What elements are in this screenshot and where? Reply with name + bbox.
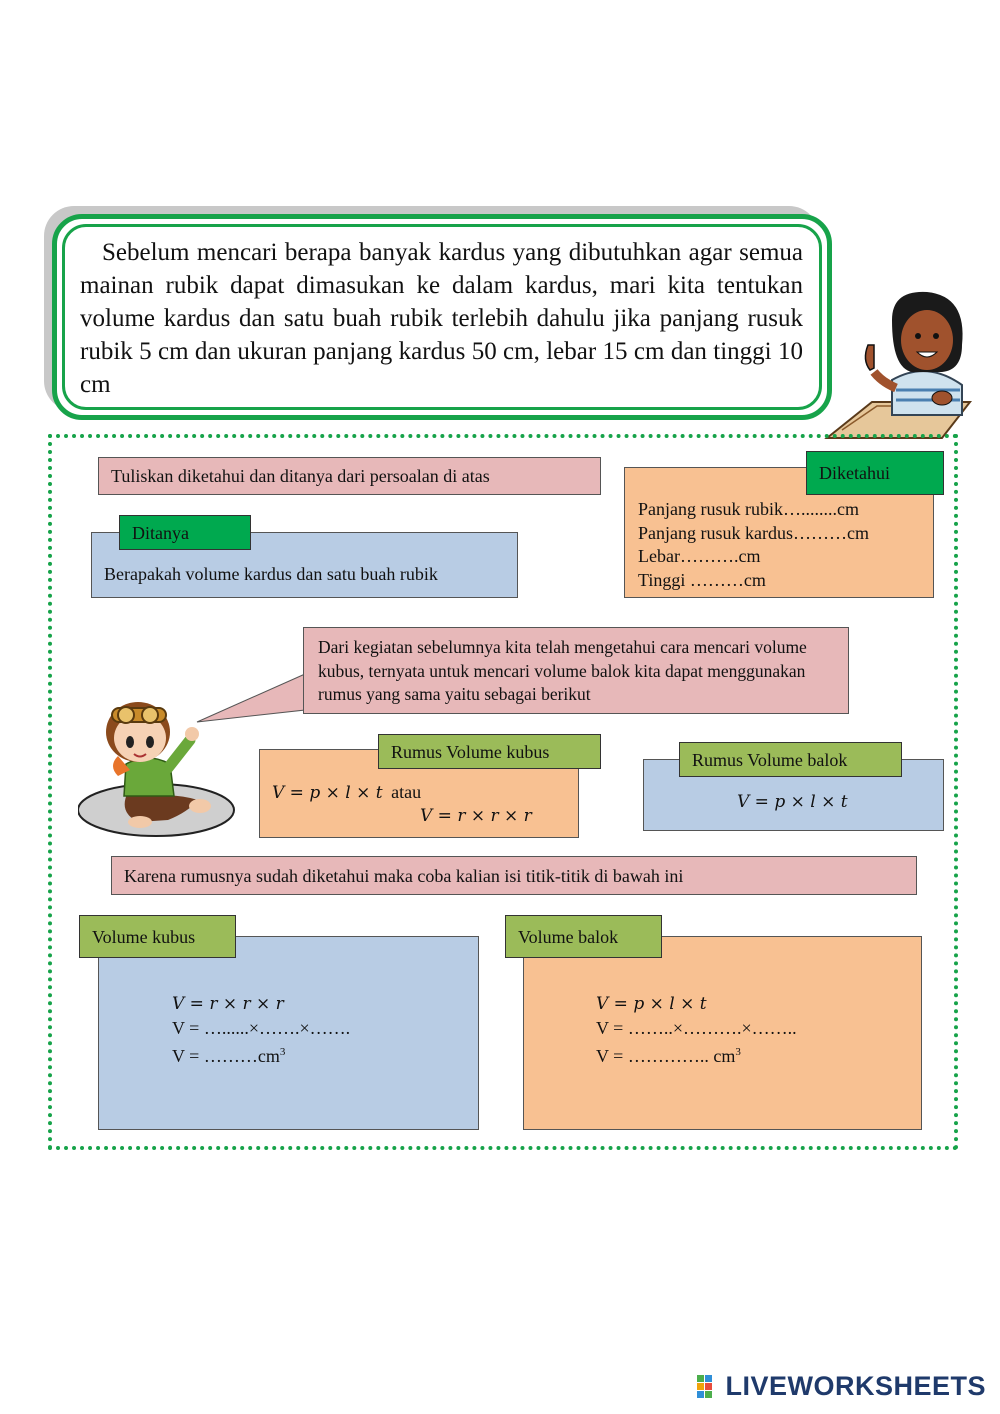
diketahui-line[interactable]: Panjang rusuk rubik…........cm — [638, 499, 859, 519]
volume-balok-label-text: Volume balok — [518, 926, 619, 947]
teacher-illustration — [822, 290, 972, 440]
fill-instruction-text: Karena rumusnya sudah diketahui maka coba kalian isi titik-titik di bawah ini — [124, 865, 684, 886]
diketahui-line[interactable]: Lebar……….cm — [638, 546, 761, 566]
volume-kubus-label-text: Volume kubus — [92, 926, 196, 947]
speech-text: Dari kegiatan sebelumnya kita telah mengetahui cara mencari volume kubus, ternyata untuk mencari volume balok kita dapat menggunakan rumus yang sama yaitu sebagai berikut — [318, 637, 807, 704]
diketahui-label — [806, 451, 944, 495]
rumus-kubus-atau: atau — [391, 782, 422, 802]
volume-balok-exponent: 3 — [735, 1046, 741, 1058]
volume-balok-result-line[interactable] — [596, 1040, 896, 1068]
volume-balok-label — [505, 915, 662, 958]
volume-kubus-formula: V = r × r × r — [172, 994, 284, 1014]
volume-kubus-result-text: V = ………cm — [172, 1046, 280, 1066]
watermark-text: LIVEWORKSHEETS — [725, 1371, 986, 1401]
ditanya-label-text: Ditanya — [132, 522, 189, 543]
rumus-kubus-label — [378, 734, 601, 769]
liveworksheets-logo-icon — [697, 1375, 721, 1399]
instruction-box — [98, 457, 601, 495]
volume-kubus-exponent: 3 — [279, 1046, 286, 1058]
fill-instruction-box — [111, 856, 917, 895]
diketahui-line[interactable]: Panjang rusuk kardus………cm — [638, 522, 869, 543]
volume-balok-fill-line[interactable]: V = ……..×……….×…….. — [596, 1018, 797, 1038]
diketahui-label-text: Diketahui — [819, 463, 890, 483]
ditanya-text: Berapakah volume kardus dan satu buah rubik — [104, 564, 438, 584]
rumus-balok-formula: V = p × l × t — [737, 792, 848, 812]
volume-balok-result-text: V = ………….. cm — [596, 1046, 736, 1066]
volume-kubus-result-line[interactable] — [172, 1040, 462, 1068]
rumus-kubus-label-text: Rumus Volume kubus — [391, 741, 550, 762]
volume-kubus-work — [172, 992, 462, 1068]
rumus-balok-label-text: Rumus Volume balok — [692, 749, 848, 770]
volume-balok-formula: V = p × l × t — [596, 994, 707, 1014]
diketahui-list — [638, 498, 928, 592]
rumus-kubus-formula-2: V = r × r × r — [420, 806, 532, 826]
boy-illustration — [78, 692, 238, 840]
diketahui-line[interactable]: Tinggi ………cm — [638, 569, 766, 590]
volume-balok-work — [596, 992, 896, 1068]
liveworksheets-watermark[interactable] — [697, 1371, 986, 1402]
rumus-balok-label — [679, 742, 902, 777]
volume-kubus-label — [79, 915, 236, 958]
intro-text: Sebelum mencari berapa banyak kardus yang dibutuhkan agar semua mainan rubik dapat dimasukan ke dalam kardus, mari kita tentukan volume kardus dan satu buah rubik terlebih dahulu jika panjang rusuk rubik 5 cm dan ukuran panjang kardus 50 cm, lebar 15 cm dan tinggi 10 cm — [80, 239, 803, 398]
rumus-kubus-line1 — [272, 782, 572, 803]
ditanya-label — [119, 515, 251, 550]
instruction-text: Tuliskan diketahui dan ditanya dari persoalan di atas — [111, 466, 490, 486]
rumus-kubus-formula-1: V = p × l × t — [272, 783, 383, 803]
volume-kubus-fill-line[interactable]: V = …......×…….×……. — [172, 1018, 351, 1038]
speech-bubble — [303, 627, 849, 714]
